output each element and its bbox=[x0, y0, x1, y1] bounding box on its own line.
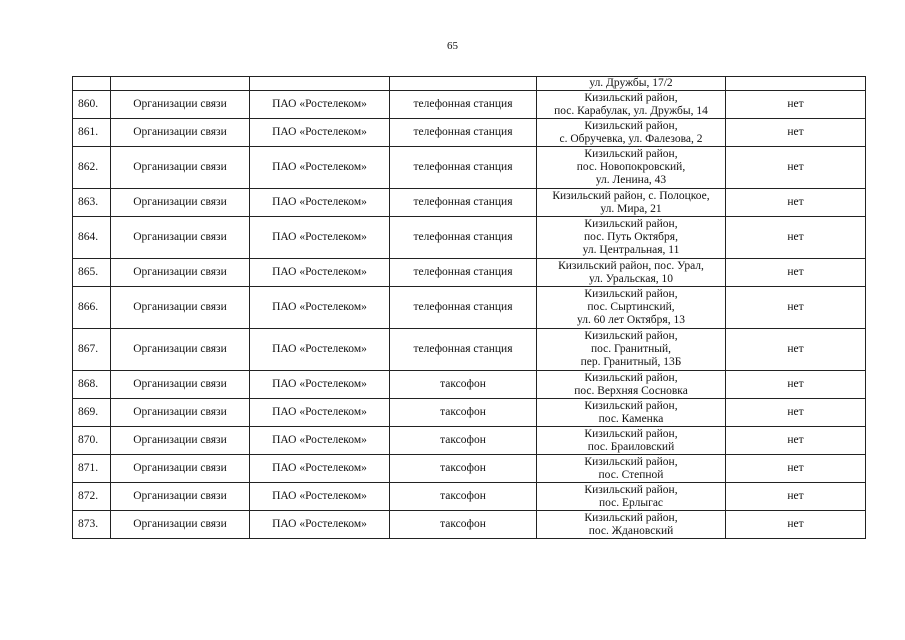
table-row bbox=[73, 119, 866, 147]
table-row bbox=[73, 483, 866, 511]
operator-cell bbox=[250, 77, 390, 91]
object-type-cell: таксофон bbox=[390, 455, 537, 483]
address-cell bbox=[537, 77, 726, 91]
address-line: Кизильский район, bbox=[584, 511, 678, 524]
address-cell bbox=[537, 455, 726, 483]
address-line: ул. Уральская, 10 bbox=[589, 272, 673, 285]
address-cell bbox=[537, 147, 726, 189]
operator-cell: ПАО «Ростелеком» bbox=[250, 483, 390, 511]
address-cell bbox=[537, 91, 726, 119]
address-line: ул. 60 лет Октября, 13 bbox=[577, 314, 685, 326]
operator-cell: ПАО «Ростелеком» bbox=[250, 427, 390, 455]
address-line: пер. Гранитный, 13Б bbox=[580, 356, 682, 368]
address-cell bbox=[537, 119, 726, 147]
status-cell: нет bbox=[726, 371, 866, 399]
table-row bbox=[73, 287, 866, 329]
address-line: пос. Карабулак, ул. Дружбы, 14 bbox=[554, 104, 708, 117]
row-number-cell: 868. bbox=[73, 371, 111, 399]
table-row bbox=[73, 91, 866, 119]
address-line: ул. Ленина, 43 bbox=[595, 174, 667, 186]
operator-cell: ПАО «Ростелеком» bbox=[250, 287, 390, 329]
category-cell: Организации связи bbox=[111, 259, 250, 287]
address-line: пос. Ерлыгас bbox=[598, 496, 664, 509]
operator-cell: ПАО «Ростелеком» bbox=[250, 329, 390, 371]
address-line: Кизильский район, bbox=[584, 371, 678, 384]
address-line: пос. Новопокровский, bbox=[576, 161, 686, 173]
category-cell bbox=[111, 77, 250, 91]
row-number-cell: 865. bbox=[73, 259, 111, 287]
status-cell: нет bbox=[726, 483, 866, 511]
object-type-cell bbox=[390, 77, 537, 91]
row-number-cell: 860. bbox=[73, 91, 111, 119]
object-type-cell: телефонная станция bbox=[390, 287, 537, 329]
category-cell: Организации связи bbox=[111, 147, 250, 189]
row-number-cell: 871. bbox=[73, 455, 111, 483]
address-line: пос. Ждановский bbox=[588, 524, 674, 537]
operator-cell: ПАО «Ростелеком» bbox=[250, 455, 390, 483]
status-cell: нет bbox=[726, 259, 866, 287]
address-line: пос. Гранитный, bbox=[590, 343, 672, 355]
address-cell bbox=[537, 427, 726, 455]
object-type-cell: телефонная станция bbox=[390, 147, 537, 189]
status-cell: нет bbox=[726, 119, 866, 147]
object-type-cell: таксофон bbox=[390, 511, 537, 539]
category-cell: Организации связи bbox=[111, 287, 250, 329]
address-line: пос. Сыртинский, bbox=[587, 301, 675, 313]
category-cell: Организации связи bbox=[111, 217, 250, 259]
category-cell: Организации связи bbox=[111, 119, 250, 147]
status-cell: нет bbox=[726, 217, 866, 259]
status-cell bbox=[726, 77, 866, 91]
address-cell bbox=[537, 483, 726, 511]
operator-cell: ПАО «Ростелеком» bbox=[250, 399, 390, 427]
status-cell: нет bbox=[726, 287, 866, 329]
table-body bbox=[73, 77, 866, 539]
status-cell: нет bbox=[726, 427, 866, 455]
operator-cell: ПАО «Ростелеком» bbox=[250, 259, 390, 287]
address-cell bbox=[537, 189, 726, 217]
address-cell bbox=[537, 511, 726, 539]
address-line: Кизильский район, с. Полоцкое, bbox=[552, 189, 710, 202]
table-row bbox=[73, 189, 866, 217]
address-cell bbox=[537, 259, 726, 287]
table-row bbox=[73, 455, 866, 483]
object-type-cell: телефонная станция bbox=[390, 91, 537, 119]
address-line: ул. Мира, 21 bbox=[600, 202, 662, 215]
row-number-cell: 866. bbox=[73, 287, 111, 329]
operator-cell: ПАО «Ростелеком» bbox=[250, 511, 390, 539]
object-type-cell: телефонная станция bbox=[390, 259, 537, 287]
row-number-cell: 861. bbox=[73, 119, 111, 147]
address-line: пос. Верхняя Сосновка bbox=[574, 384, 688, 397]
category-cell: Организации связи bbox=[111, 91, 250, 119]
address-cell bbox=[537, 371, 726, 399]
address-line: Кизильский район, bbox=[584, 330, 678, 342]
object-type-cell: телефонная станция bbox=[390, 217, 537, 259]
table-row bbox=[73, 147, 866, 189]
address-line: ул. Центральная, 11 bbox=[582, 244, 680, 256]
address-line: Кизильский район, bbox=[584, 427, 678, 440]
row-number-cell: 864. bbox=[73, 217, 111, 259]
category-cell: Организации связи bbox=[111, 329, 250, 371]
row-number-cell bbox=[73, 77, 111, 91]
status-cell: нет bbox=[726, 91, 866, 119]
registry-table bbox=[72, 76, 866, 539]
row-number-cell: 872. bbox=[73, 483, 111, 511]
object-type-cell: таксофон bbox=[390, 399, 537, 427]
row-number-cell: 869. bbox=[73, 399, 111, 427]
row-number-cell: 862. bbox=[73, 147, 111, 189]
address-line: Кизильский район, bbox=[584, 288, 678, 300]
object-type-cell: телефонная станция bbox=[390, 329, 537, 371]
table-row bbox=[73, 511, 866, 539]
status-cell: нет bbox=[726, 511, 866, 539]
address-cell bbox=[537, 217, 726, 259]
category-cell: Организации связи bbox=[111, 483, 250, 511]
object-type-cell: телефонная станция bbox=[390, 119, 537, 147]
category-cell: Организации связи bbox=[111, 511, 250, 539]
category-cell: Организации связи bbox=[111, 399, 250, 427]
address-line: Кизильский район, пос. Урал, bbox=[558, 259, 704, 272]
row-number-cell: 873. bbox=[73, 511, 111, 539]
address-line: Кизильский район, bbox=[584, 399, 678, 412]
address-line: Кизильский район, bbox=[584, 148, 678, 160]
address-line: Кизильский район, bbox=[584, 119, 678, 132]
address-line: Кизильский район, bbox=[584, 218, 678, 230]
operator-cell: ПАО «Ростелеком» bbox=[250, 189, 390, 217]
address-cell bbox=[537, 329, 726, 371]
address-line: Кизильский район, bbox=[584, 483, 678, 496]
operator-cell: ПАО «Ростелеком» bbox=[250, 119, 390, 147]
address-cell bbox=[537, 399, 726, 427]
table-row bbox=[73, 217, 866, 259]
page-number: 65 bbox=[447, 40, 458, 52]
table-row bbox=[73, 399, 866, 427]
address-line: Кизильский район, bbox=[584, 91, 678, 104]
address-line: пос. Каменка bbox=[598, 412, 664, 425]
address-line: пос. Путь Октября, bbox=[584, 231, 678, 243]
address-line: с. Обручевка, ул. Фалезова, 2 bbox=[559, 132, 703, 145]
status-cell: нет bbox=[726, 147, 866, 189]
address-line: Кизильский район, bbox=[584, 455, 678, 468]
table-row bbox=[73, 371, 866, 399]
operator-cell: ПАО «Ростелеком» bbox=[250, 147, 390, 189]
status-cell: нет bbox=[726, 399, 866, 427]
category-cell: Организации связи bbox=[111, 455, 250, 483]
status-cell: нет bbox=[726, 189, 866, 217]
category-cell: Организации связи bbox=[111, 371, 250, 399]
row-number-cell: 867. bbox=[73, 329, 111, 371]
table-row bbox=[73, 427, 866, 455]
status-cell: нет bbox=[726, 329, 866, 371]
status-cell: нет bbox=[726, 455, 866, 483]
table-row bbox=[73, 77, 866, 91]
row-number-cell: 863. bbox=[73, 189, 111, 217]
object-type-cell: таксофон bbox=[390, 483, 537, 511]
address-line: пос. Степной bbox=[598, 468, 664, 481]
operator-cell: ПАО «Ростелеком» bbox=[250, 371, 390, 399]
object-type-cell: таксофон bbox=[390, 427, 537, 455]
object-type-cell: таксофон bbox=[390, 371, 537, 399]
table-row bbox=[73, 329, 866, 371]
row-number-cell: 870. bbox=[73, 427, 111, 455]
operator-cell: ПАО «Ростелеком» bbox=[250, 91, 390, 119]
table-row bbox=[73, 259, 866, 287]
address-line: пос. Браиловский bbox=[587, 440, 675, 453]
object-type-cell: телефонная станция bbox=[390, 189, 537, 217]
category-cell: Организации связи bbox=[111, 189, 250, 217]
operator-cell: ПАО «Ростелеком» bbox=[250, 217, 390, 259]
address-cell bbox=[537, 287, 726, 329]
category-cell: Организации связи bbox=[111, 427, 250, 455]
address-line: ул. Дружбы, 17/2 bbox=[589, 77, 673, 89]
